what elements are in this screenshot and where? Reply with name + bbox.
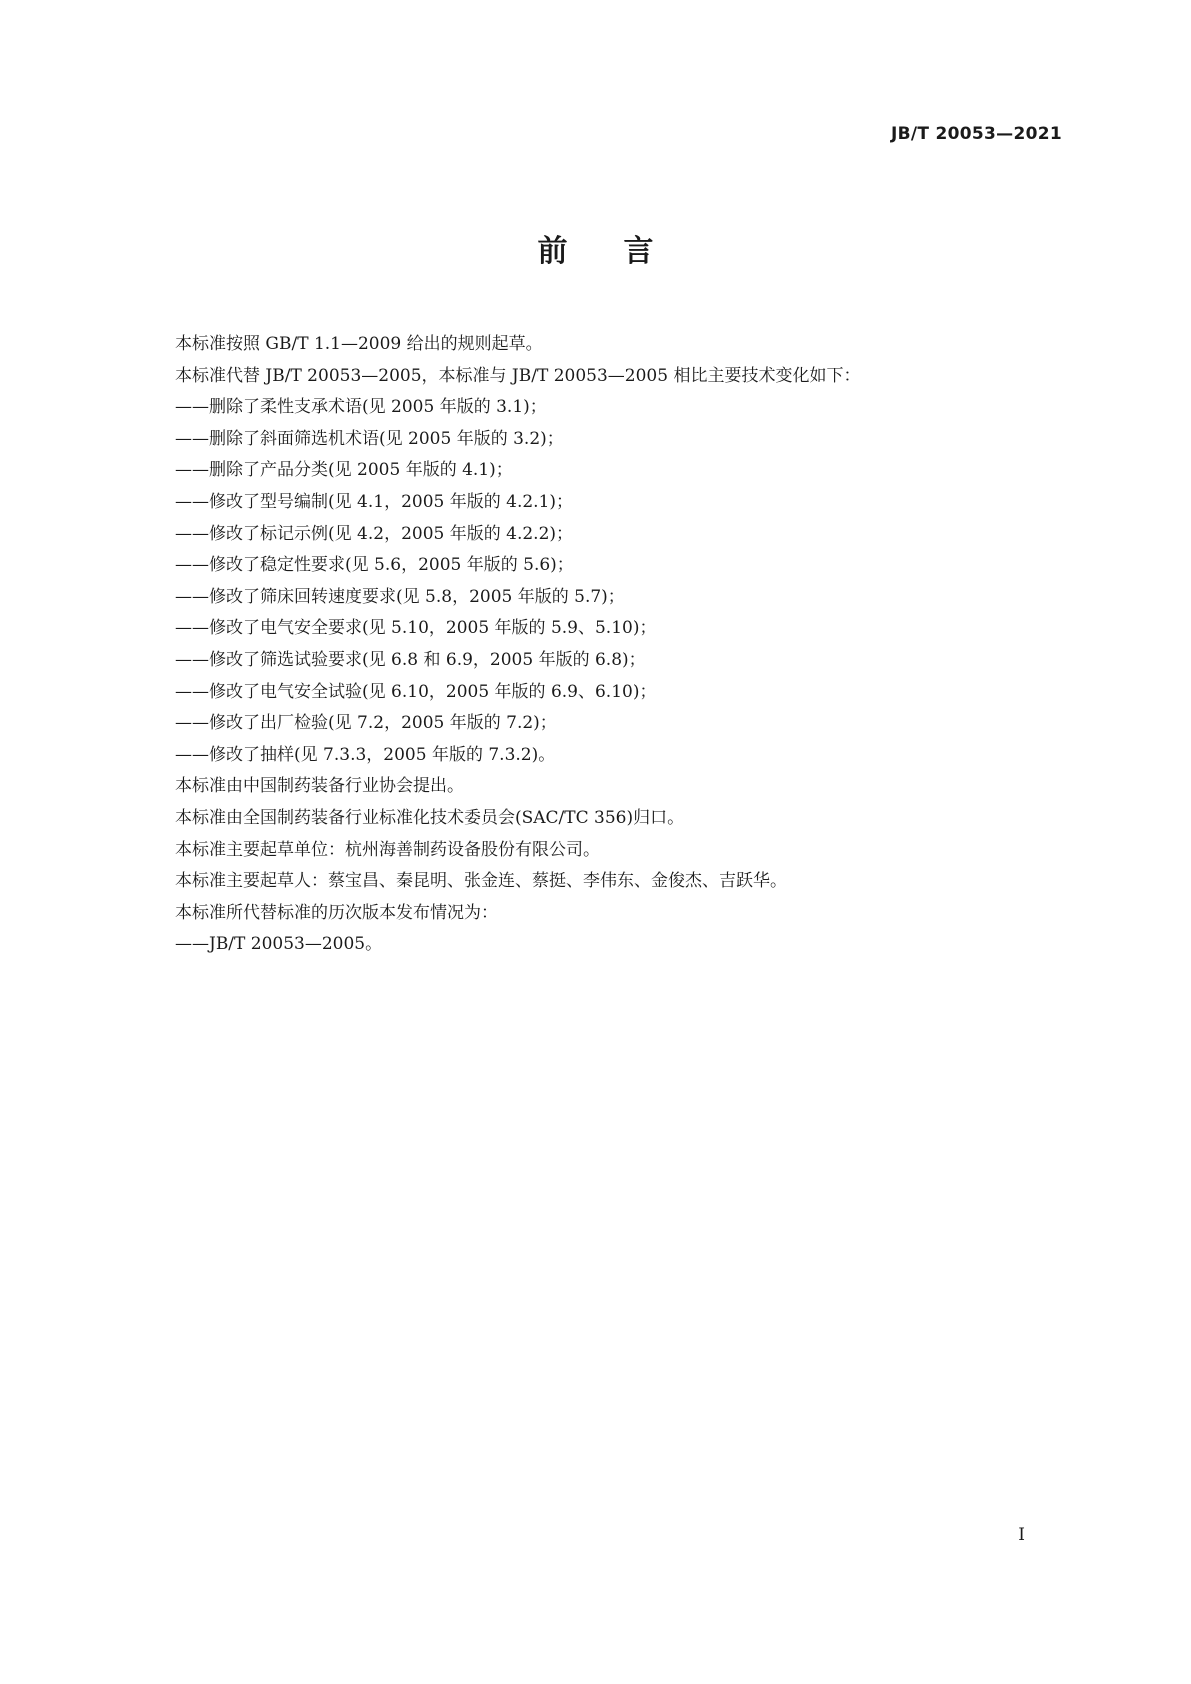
change-item: ——修改了型号编制(见 4.1，2005 年版的 4.2.1)； (175, 491, 574, 512)
change-item: ——修改了稳定性要求(见 5.6，2005 年版的 5.6)； (175, 555, 574, 576)
change-item: ——修改了电气安全试验(见 6.10，2005 年版的 6.9、6.10)； (175, 681, 657, 702)
page-number: I (1018, 1525, 1025, 1545)
change-item: ——修改了标记示例(见 4.2，2005 年版的 4.2.2)； (175, 523, 574, 544)
change-item: ——修改了筛选试验要求(见 6.8 和 6.9，2005 年版的 6.8)； (175, 649, 646, 670)
change-item: ——删除了产品分类(见 2005 年版的 4.1)； (175, 460, 513, 481)
change-item: ——修改了电气安全要求(见 5.10，2005 年版的 5.9、5.10)； (175, 618, 657, 639)
change-item: ——删除了柔性支承术语(见 2005 年版的 3.1)； (175, 397, 547, 418)
change-item: ——删除了斜面筛选机术语(见 2005 年版的 3.2)； (175, 428, 564, 449)
page-title: 前言 (537, 234, 710, 269)
foreword-body (175, 329, 1055, 961)
text-line: 本标准主要起草人：蔡宝昌、秦昆明、张金连、蔡挺、李伟东、金俊杰、吉跃华。 (175, 871, 787, 892)
text-line: 本标准由中国制药装备行业协会提出。 (175, 776, 464, 797)
text-line: 本标准按照 GB/T 1.1—2009 给出的规则起草。 (175, 334, 543, 354)
text-line: 本标准所代替标准的历次版本发布情况为： (175, 902, 498, 923)
change-item: ——修改了出厂检验(见 7.2，2005 年版的 7.2)； (175, 713, 557, 734)
text-line: 本标准由全国制药装备行业标准化技术委员会(SAC/TC 356)归口。 (175, 807, 685, 828)
standard-code: JB/T 20053—2021 (891, 124, 1062, 144)
text-line: 本标准代替 JB/T 20053—2005，本标准与 JB/T 20053—2005 相比主要技术变化如下： (175, 365, 861, 386)
change-item: ——JB/T 20053—2005。 (175, 934, 383, 955)
change-item: ——修改了筛床回转速度要求(见 5.8，2005 年版的 5.7)； (175, 586, 625, 607)
text-line: 本标准主要起草单位：杭州海善制药设备股份有限公司。 (175, 839, 600, 860)
change-item: ——修改了抽样(见 7.3.3，2005 年版的 7.3.2)。 (175, 744, 556, 765)
